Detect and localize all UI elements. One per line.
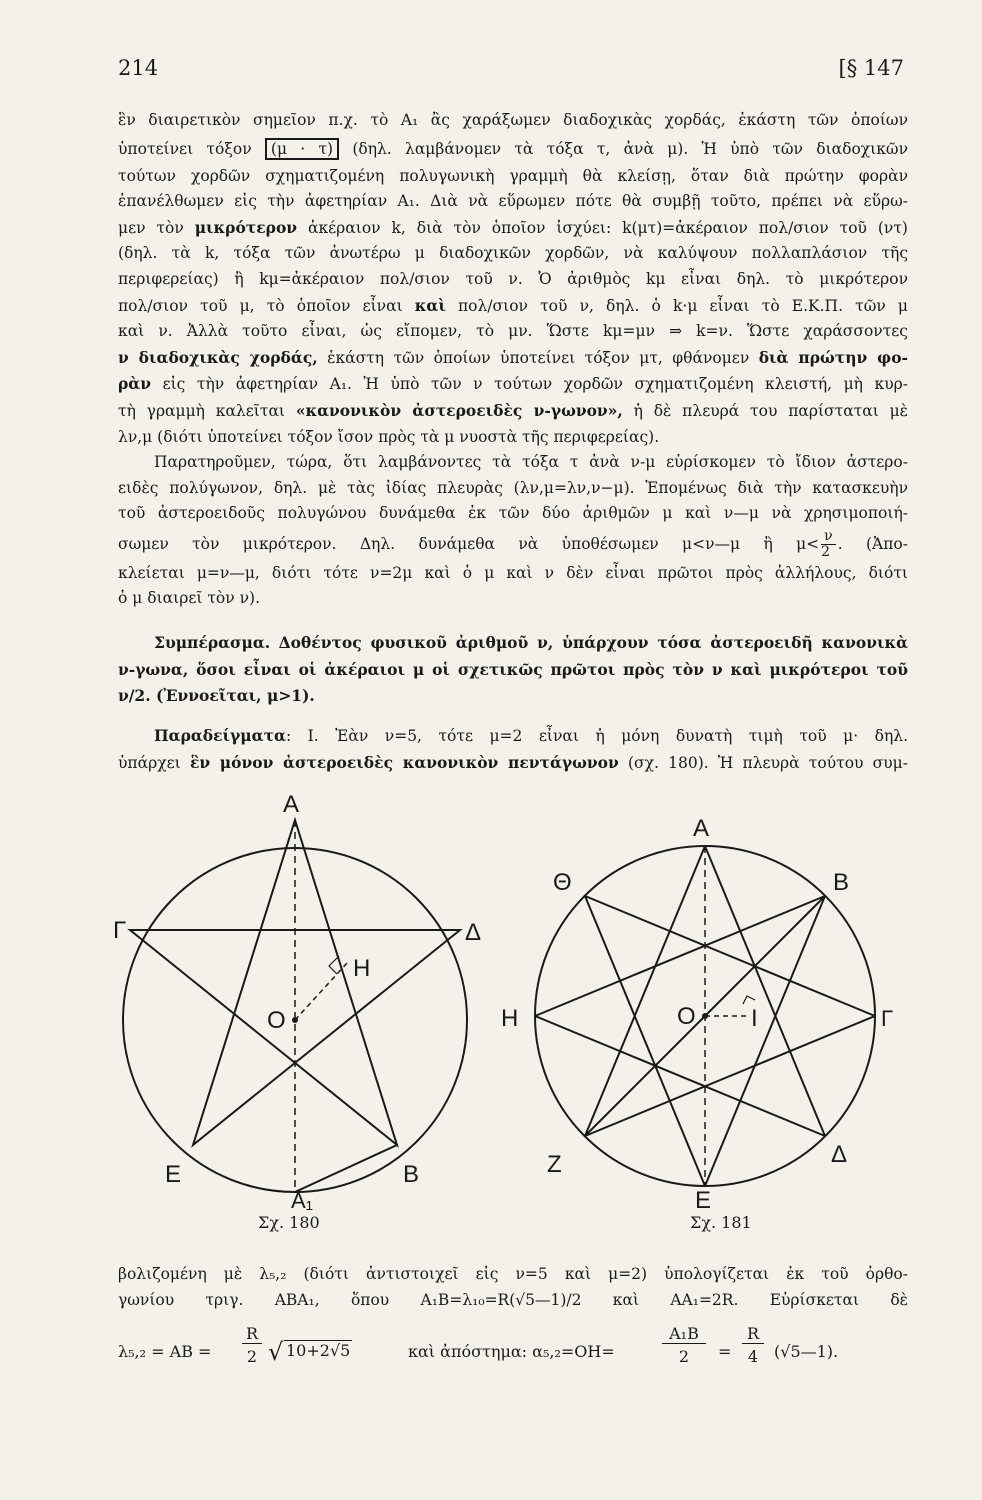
label-Delta: Δ (465, 919, 482, 946)
text-line: Παρατηροῦμεν, τώρα, ὅτι λαμβάνοντες τὰ τόξα τ ἀνὰ ν-μ εὑρίσκομεν τὸ ἴδιον ἀστερο- (154, 453, 908, 471)
right-angle-mark (743, 996, 755, 1004)
text-line: ειδὲς πολύγωνον, δηλ. μὲ τὰς ἰδίας πλευρὰς (λν,μ=λν,ν−μ). Ἑπομένως διὰ τὴν κατασκευὴν (118, 478, 908, 497)
label-Delta: Δ (831, 1141, 848, 1168)
text-line: πολ/σιον τοῦ μ, τὸ ὁποῖον εἶναι καὶ πολ/σιον τοῦ ν, δηλ. ὁ k·μ εἶναι τὸ Ε.Κ.Π. τῶν μ (118, 295, 908, 315)
label-O: O (677, 1003, 696, 1030)
text-line: περιφερείας) ἢ kμ=ἀκέραιον πολ/σιον τοῦ ν. Ὁ ἀριθμὸς kμ εἶναι δηλ. τὸ μικρότερον (118, 269, 908, 288)
label-B: B (403, 1161, 420, 1188)
center-point (292, 1017, 298, 1023)
label-E: E (695, 1187, 712, 1214)
figure-180-caption: Σχ. 180 (258, 1213, 320, 1232)
label-O: O (267, 1007, 286, 1034)
label-A: A (283, 791, 300, 818)
text-line: μεν τὸν μικρότερον ἀκέραιον k, διὰ τὸν ὁποῖον ἰσχύει: k(μτ)=ἀκέραιον πολ/σιον τοῦ (ντ) (118, 217, 908, 237)
sqrt-radicand: 10+2√5 (286, 1341, 351, 1360)
label-B: B (833, 869, 850, 896)
figure-181-octagram (495, 790, 894, 1214)
label-H: H (353, 955, 371, 982)
paragraph-2 (118, 450, 908, 612)
text-line: Παραδείγματα: I. Ἐὰν ν=5, τότε μ=2 εἶναι ἡ μόνη δυνατὴ τιμὴ τοῦ μ· δηλ. (154, 726, 908, 745)
label-H: H (501, 1005, 519, 1032)
formula-mid: καὶ ἀπόστημα: α₅,₂=OH= (408, 1342, 615, 1361)
text-line: ὑπάρχει ἓν μόνον ἀστεροειδὲς κανονικὸν πεντάγωνον (σχ. 180). Ἡ πλευρὰ τούτου συμ- (118, 752, 908, 772)
text-line: βολιζομένη μὲ λ₅,₂ (διότι ἀντιστοιχεῖ εἰς ν=5 καὶ μ=2) ὑπολογίζεται ἐκ τοῦ ὀρθο- (118, 1265, 908, 1283)
text-line: (δηλ. τὰ k, τόξα τῶν ἀνωτέρω μ διαδοχικῶν χορδῶν, νὰ καλύψουν πολλαπλάσιον τῆς (118, 244, 908, 263)
formula-lhs: λ₅,₂ = AB = (118, 1342, 212, 1361)
text-line: λν,μ (διότι ὑποτείνει τόξον ἴσον πρὸς τὰ μ νυοστὰ τῆς περιφερείας). (118, 427, 660, 446)
text-line: ρὰν εἰς τὴν ἀφετηρίαν A₁. Ἡ ὑπὸ τῶν ν τούτων χορδῶν σχηματιζομένη κλειστή, μὴ κυρ- (118, 374, 908, 394)
apothem-OH (295, 962, 348, 1020)
boxed-expression: (μ · τ) (265, 138, 339, 160)
label-I: I (751, 1005, 758, 1032)
frac-R4-num: R (742, 1324, 764, 1344)
frac-R-num: R (242, 1324, 262, 1344)
frac-A1B-num: A₁B (662, 1324, 706, 1344)
paragraph-1 (118, 108, 908, 450)
text-line: ὁ μ διαιρεῖ τὸν ν). (118, 589, 261, 608)
text-line: σωμεν τὸν μικρότερον. Δηλ. δυνάμεθα νὰ ὑποθέσωμεν μ<ν—μ ἢ μ< $\frac{\nu}{2}$ . (Ἀπο- (118, 528, 908, 561)
text-line: Συμπέρασμα. Δοθέντος φυσικοῦ ἀριθμοῦ ν, ὑπάρχουν τόσα ἀστεροειδῆ κανονικὰ (154, 633, 908, 652)
page-header (118, 56, 904, 86)
label-A: A (693, 815, 710, 842)
formula-equals: = (718, 1342, 732, 1361)
text-line: τούτων χορδῶν σχηματιζομένη πολυγωνικὴ γραμμὴ θὰ κλείσῃ, ὅταν διὰ πρώτην φορὰν (118, 166, 908, 185)
text-line: κλείεται μ=ν—μ, διότι τότε ν=2μ καὶ ὁ μ καὶ ν δὲν εἶναι πρῶτοι πρὸς ἀλλήλους, διότι (118, 563, 908, 582)
text-line: ν-γωνα, ὅσοι εἶναι οἱ ἀκέραιοι μ οἱ σχετικῶς πρῶτοι πρὸς τὸν ν καὶ μικρότεροι τοῦ (118, 659, 908, 679)
text-line: τὴ γραμμὴ καλεῖται «κανονικὸν ἀστεροειδὲς ν-γωνον», ἡ δὲ πλευρά του παρίσταται μὲ (118, 400, 908, 420)
center-point (702, 1013, 708, 1019)
conclusion-paragraph (118, 630, 908, 710)
page-number: 214 (118, 56, 159, 80)
label-Theta: Θ (553, 869, 572, 896)
label-E: E (165, 1161, 182, 1188)
figure-180-pentagram (113, 790, 482, 1213)
formula-tail: (√5—1). (774, 1342, 839, 1361)
text-line: ἐπανέλθωμεν εἰς τὴν ἀφετηρίαν A₁. Διὰ νὰ εὕρωμεν πότε θὰ συμβῇ τοῦτο, πρέπει νὰ εὕρω- (118, 192, 908, 211)
frac-A1B-den: 2 (678, 1347, 690, 1366)
sqrt-sign: √ (268, 1338, 284, 1366)
frac-R4-den: 4 (747, 1347, 759, 1366)
text-line: ὑποτείνει τόξον (μ · τ) (δηλ. λαμβάνομεν τὰ τόξα τ, ἀνὰ μ). Ἡ ὑπὸ τῶν διαδοχικῶν (118, 139, 908, 158)
label-A1: A₁ (291, 1188, 314, 1213)
text-line: τοῦ ἀστεροειδοῦς πολυγώνου δυνάμεθα ἐκ τῶν δύο ἀριθμῶν μ καὶ ν—μ νὰ χρησιμοποιή- (118, 504, 908, 523)
paragraph-5 (118, 1262, 908, 1313)
side-length-formula (118, 1320, 908, 1380)
section-number: [§ 147 (838, 56, 904, 80)
text-line: ἓν διαιρετικὸν σημεῖον π.χ. τὸ A₁ ἂς χαράξωμεν διαδοχικὰς χορδάς, ἑκάστη τῶν ὁποίων (118, 111, 908, 129)
figure-181-caption: Σχ. 181 (690, 1213, 752, 1232)
frac-R-den: 2 (246, 1347, 258, 1366)
label-Gamma: Γ (113, 917, 127, 944)
examples-paragraph (118, 723, 908, 776)
label-Z: Z (547, 1151, 562, 1178)
text-line: καὶ ν. Ἀλλὰ τοῦτο εἶναι, ὡς εἴπομεν, τὸ μν. Ὥστε kμ=μν ⇒ k=ν. Ὥστε χαράσσοντες (118, 322, 908, 341)
text-line: γωνίου τριγ. ABA₁, ὅπου A₁B=λ₁₀=R(√5—1)/2 καὶ AA₁=2R. Εὑρίσκεται δὲ (118, 1290, 908, 1309)
label-Gamma: Γ (881, 1006, 894, 1031)
text-line: ν διαδοχικὰς χορδάς, ἑκάστη τῶν ὁποίων ὑποτείνει τόξον μτ, φθάνομεν διὰ πρώτην φο- (118, 347, 908, 367)
text-line: ν/2. (Ἐννοεῖται, μ>1). (118, 686, 315, 706)
